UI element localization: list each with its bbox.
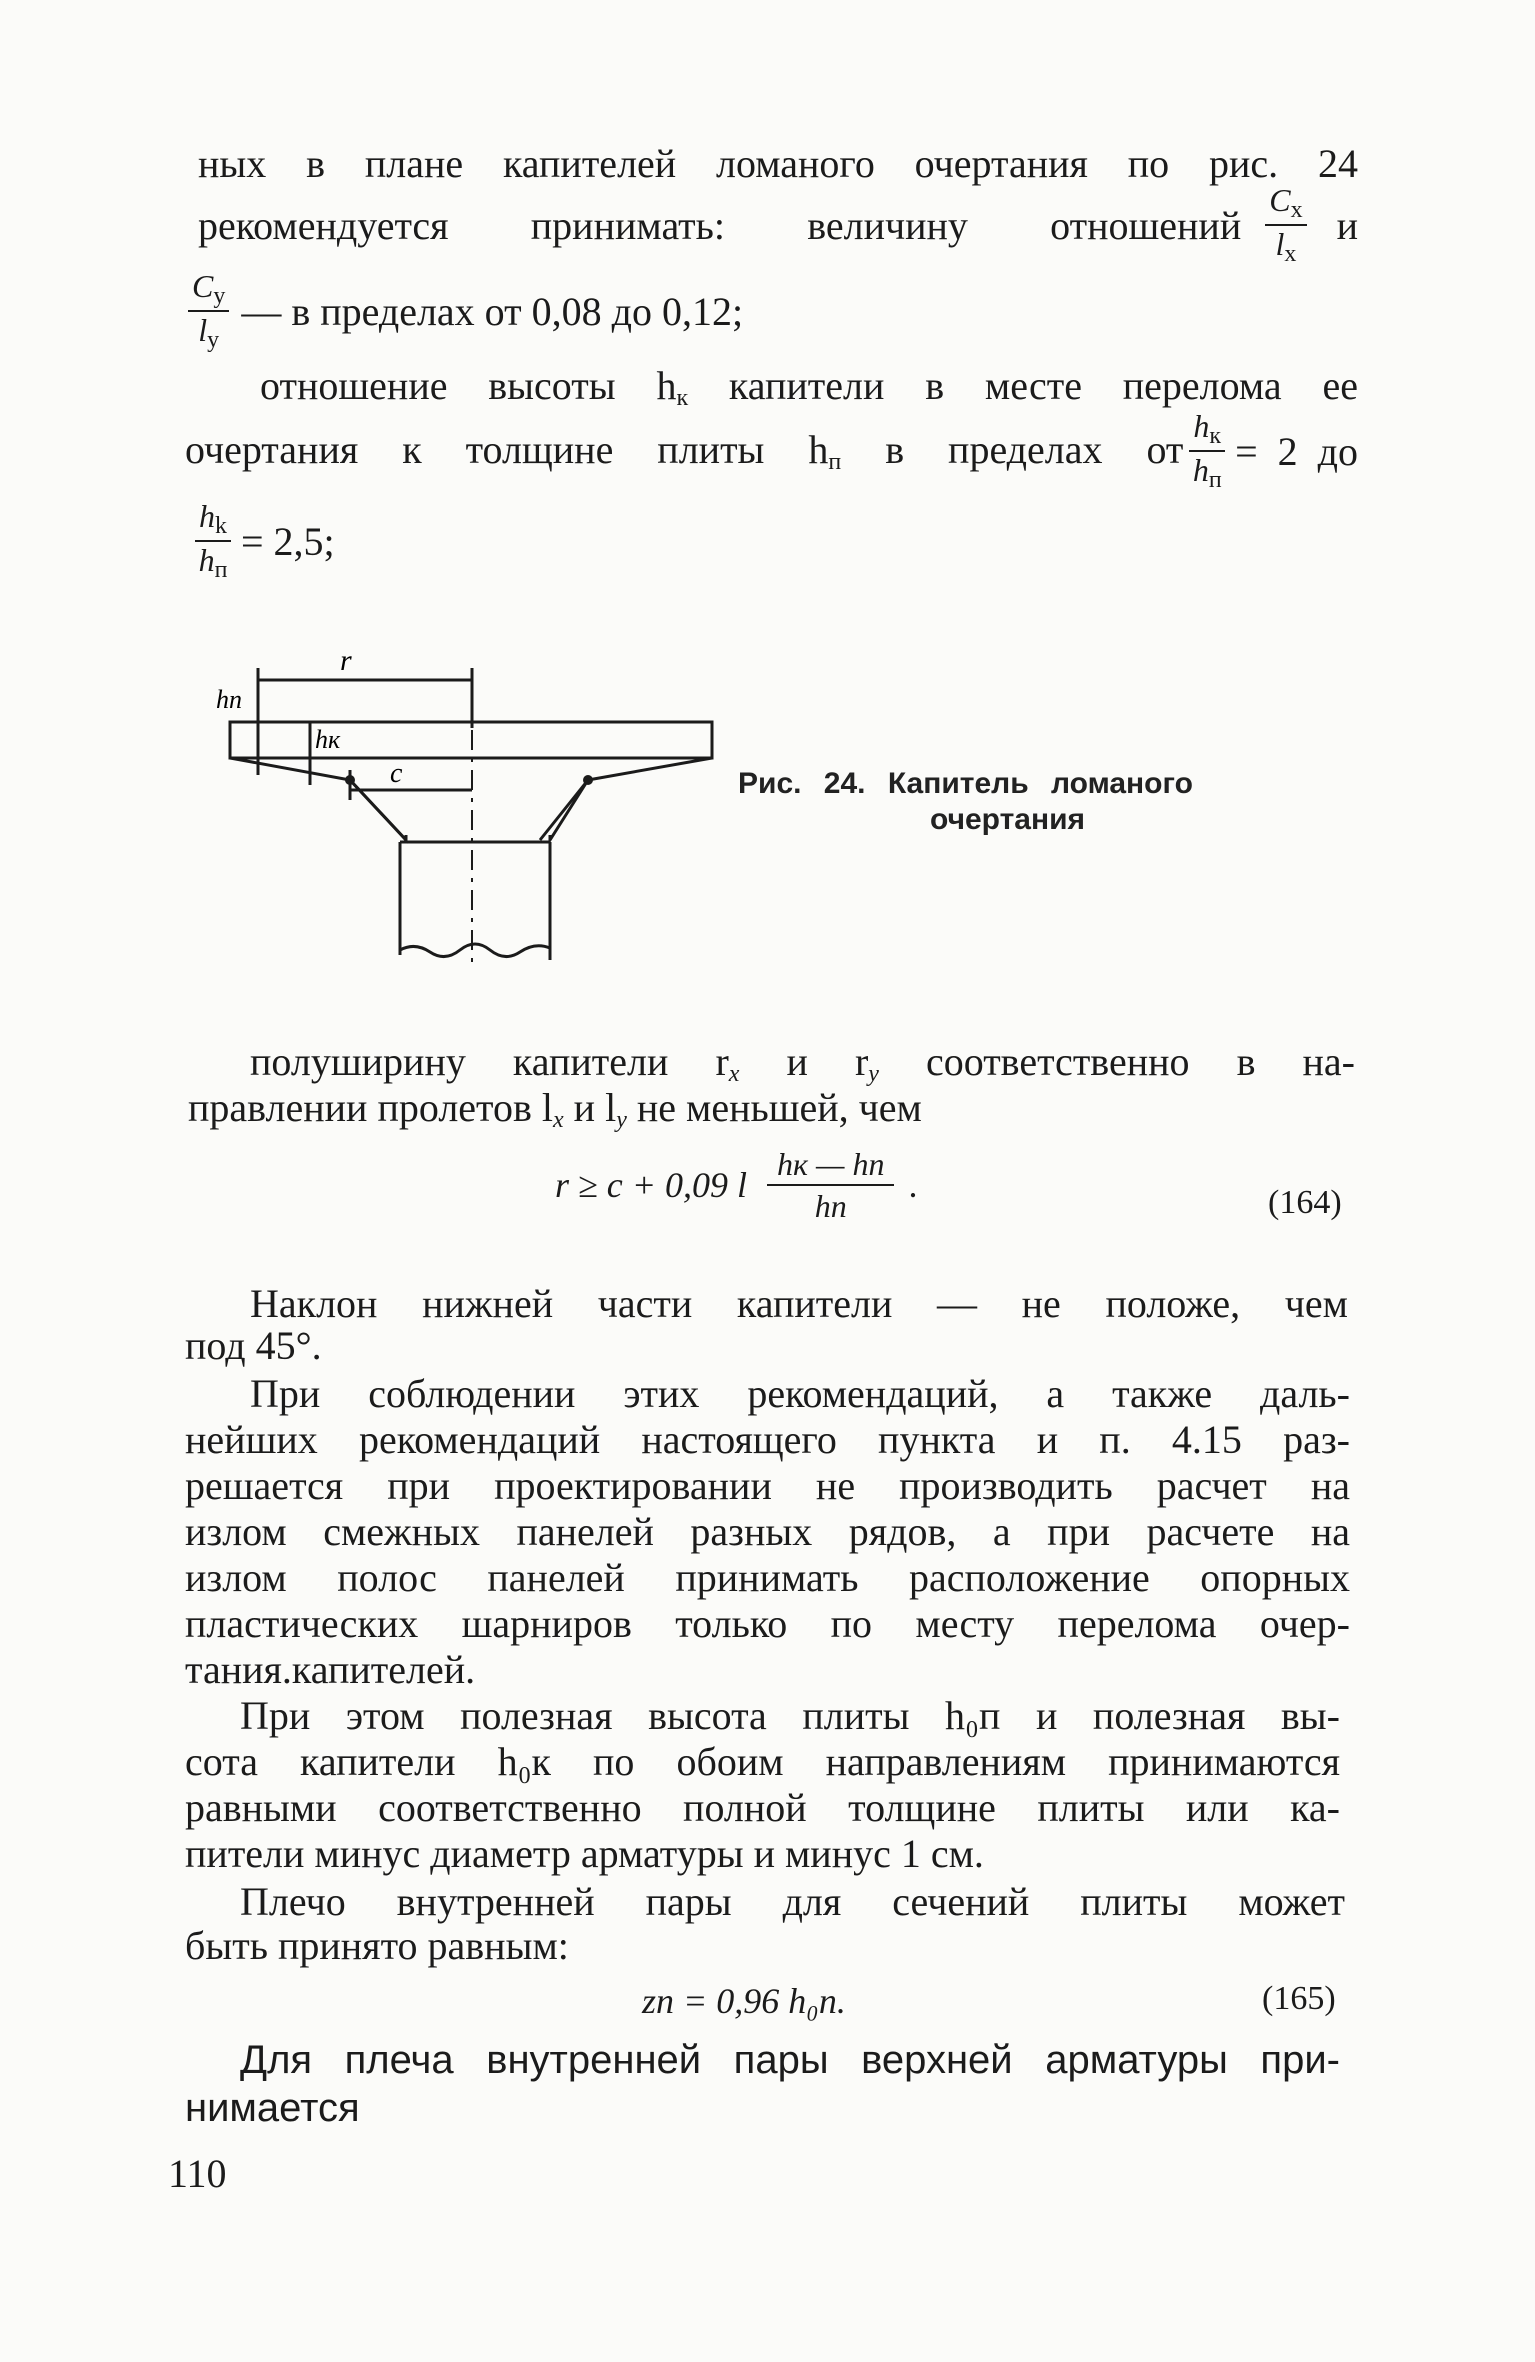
lx-sub: x <box>1284 241 1297 267</box>
text-line: ных в плане капителей ломаного очертания по рис. 24 <box>198 141 1358 186</box>
cx-sub: x <box>1290 197 1303 223</box>
text-line: решается при проектировании не производить расчет на <box>185 1463 1350 1508</box>
label-c: c <box>390 758 403 789</box>
break-line <box>400 944 550 957</box>
sub: к <box>676 385 689 411</box>
text-line: под 45°. <box>185 1323 322 1368</box>
text-line: правлении пролетов $l_x$ и $l_y$ не меньшей, чем <box>188 1085 922 1133</box>
break-point-right <box>583 775 593 785</box>
text-span: и <box>1336 202 1358 248</box>
text-line <box>198 184 1358 266</box>
page-number: 110 <box>168 2151 227 2196</box>
hp2-symbol: h <box>198 542 215 578</box>
fraction-hk-hp <box>1189 410 1225 492</box>
hp-symbol: h <box>1192 452 1209 488</box>
hp2-sub: п <box>214 557 228 583</box>
label-hk: hк <box>315 725 341 754</box>
text-span: отношение высоты h <box>260 363 677 408</box>
fraction-cx-lx <box>1265 184 1306 266</box>
equation-165: zп = 0,96 h₀п. <box>642 1981 846 2021</box>
eq164-fraction <box>767 1148 894 1222</box>
text-line: быть принято равным: <box>185 1923 569 1968</box>
ly-symbol: l <box>198 312 208 348</box>
text-line: пластических шарниров только по месту перелома очер- <box>185 1601 1350 1646</box>
capital-slope-right <box>540 780 588 840</box>
text-line: излом смежных панелей разных рядов, а при расчете на <box>185 1509 1350 1554</box>
text-line: тания.капителей. <box>185 1647 476 1692</box>
hk-symbol: h <box>1193 408 1210 444</box>
text-span: = 2,5; <box>241 518 335 564</box>
ly-sub: y <box>207 327 220 353</box>
text-line: пители минус диаметр арматуры и минус 1 см. <box>185 1831 984 1876</box>
text-line: нимается <box>185 2086 360 2130</box>
text-line: При соблюдении этих рекомендаций, а также даль- <box>250 1371 1350 1416</box>
hp-sub: п <box>1208 467 1222 493</box>
eq164-den: hп <box>814 1188 847 1224</box>
text-span: рекомендуется принимать: величину отношений <box>198 202 1242 248</box>
eq164-lhs: r ≥ c + 0,09 l <box>555 1165 748 1205</box>
text-line <box>195 500 335 582</box>
figure-24-drawing <box>210 650 730 980</box>
break-point-left <box>345 775 355 785</box>
text-line: Для плеча внутренней пары верхней арматуры при- <box>240 2038 1340 2082</box>
text-line: Наклон нижней части капители — не положе, чем <box>250 1281 1348 1326</box>
text-line <box>260 362 1358 412</box>
text-span: капители в месте перелома ее <box>688 363 1358 408</box>
caption-line-1: Рис. 24. Капитель ломаного <box>738 767 1193 800</box>
capital-left <box>230 758 406 840</box>
caption-line-2: очертания <box>930 803 1086 836</box>
text-line: Плечо внутренней пары для сечений плиты может <box>240 1879 1345 1924</box>
equation-164: r ≥ c + 0,09 l $\frac{hк — hп}{hп}$ . <box>555 1146 918 1224</box>
fraction-cy-ly <box>188 270 229 352</box>
cy-symbol: C <box>192 268 214 304</box>
hk2-symbol: h <box>199 498 215 534</box>
capital-right-top <box>588 758 712 780</box>
cy-sub: y <box>213 283 226 309</box>
fraction-hk-hp-2 <box>195 500 231 582</box>
figure-caption <box>738 766 1193 838</box>
hk-sub: к <box>1209 423 1222 449</box>
text-span: = 2 до <box>1235 428 1358 474</box>
text-span: — в пределах от 0,08 до 0,12; <box>241 288 744 334</box>
text-span: очертания к толщине плиты $h_п$ в пределах от <box>185 427 1184 475</box>
label-r: r <box>340 650 352 677</box>
text-line: равными соответственно полной толщине плиты или ка- <box>185 1785 1340 1830</box>
eq164-num: hк — hп <box>767 1148 894 1186</box>
text-line <box>185 410 1358 492</box>
text-line: излом полос панелей принимать расположение опорных <box>185 1555 1350 1600</box>
text-line: При этом полезная высота плиты h₀п и полезная вы- <box>240 1693 1340 1738</box>
hk2-sub: k <box>215 513 227 539</box>
equation-number: (164) <box>1268 1184 1342 1221</box>
lx-symbol: l <box>1275 226 1285 262</box>
text-line: сота капители h₀к по обоим направлениям принимаются <box>185 1739 1340 1784</box>
text-line <box>188 270 743 352</box>
text-line: нейших рекомендаций настоящего пункта и п. 4.15 раз- <box>185 1417 1350 1462</box>
text-line: полуширину капители $r_x$ и $r_y$ соответственно в на- <box>250 1039 1355 1087</box>
cx-symbol: C <box>1269 182 1291 218</box>
equation-number: (165) <box>1262 1980 1336 2017</box>
label-hp: hп <box>216 685 242 714</box>
